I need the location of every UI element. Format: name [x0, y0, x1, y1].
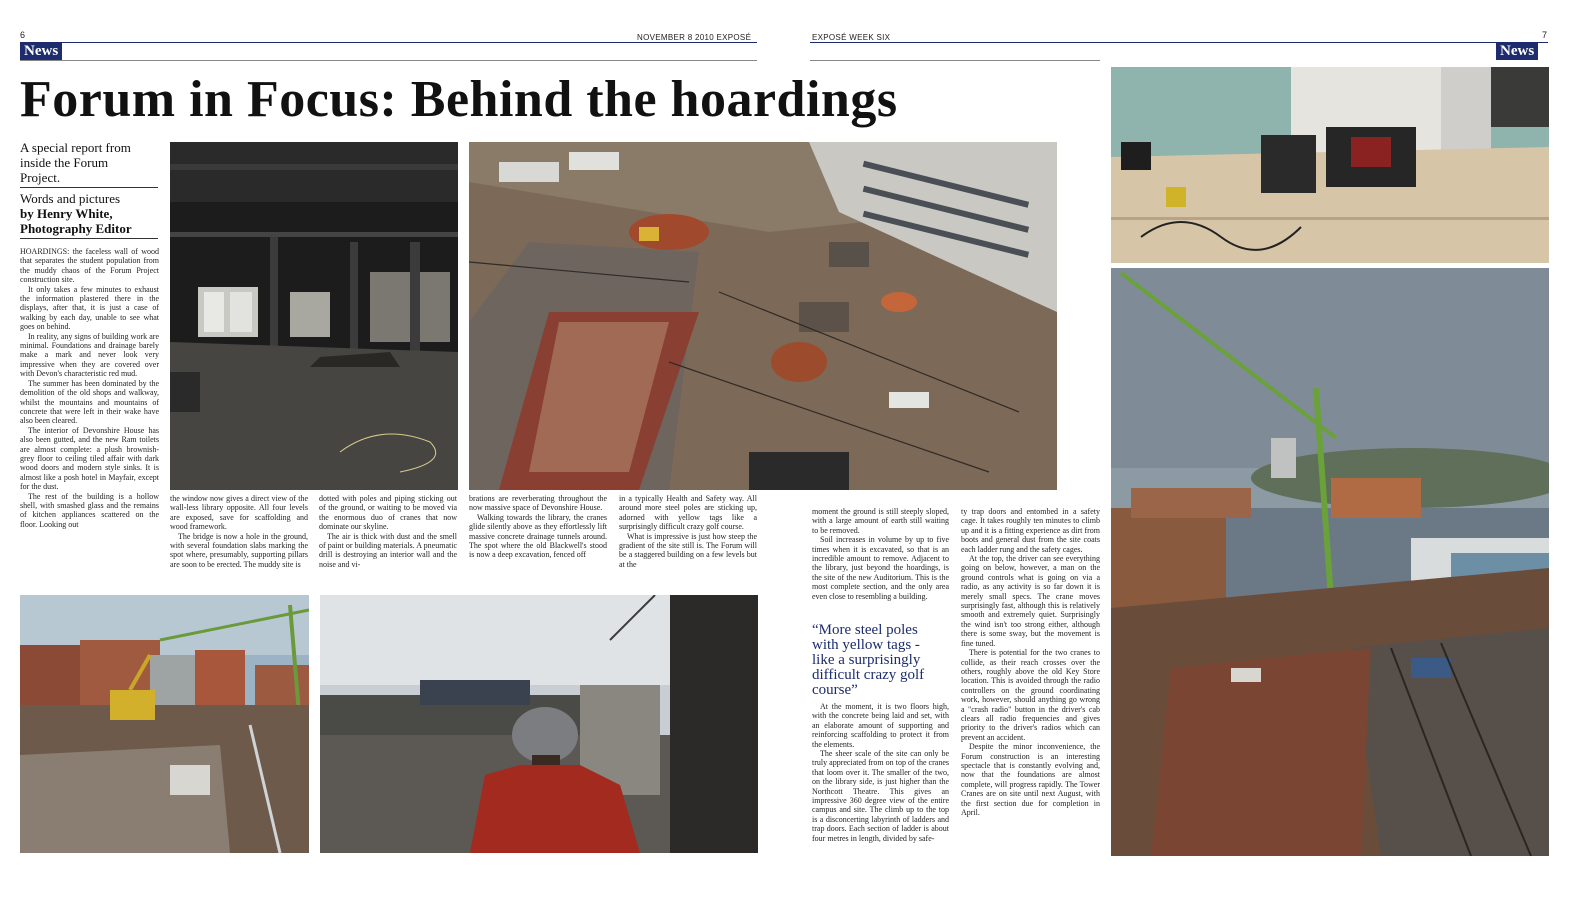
dek-divider: [20, 187, 158, 188]
article-column-6b: [812, 702, 949, 864]
header-rule-left: [20, 42, 757, 43]
paragraph: HOARDINGS: the faceless wall of wood that separates the student population from the muddy chaos of the Forum Project construction site.: [20, 247, 159, 285]
paragraph: dotted with poles and piping sticking out of the ground, or waiting to be moved via the enormous duo of cranes that now dominate our skyline.: [319, 494, 457, 532]
byline-author: by Henry White,: [20, 206, 113, 221]
paragraph: moment the ground is still steeply sloped, with a large amount of earth still waiting to be removed.: [812, 507, 949, 535]
article-column-1: [20, 247, 159, 580]
pull-quote-line: course”: [812, 682, 858, 698]
running-head-right: EXPOSÉ WEEK SIX: [812, 33, 891, 42]
pull-quote-line: “More steel poles: [812, 622, 918, 638]
photo-tower-crane-site: [1111, 268, 1549, 856]
paragraph: Soil increases in volume by up to five times when it is excavated, so that is an incredible amount to remove. Adjacent to the library, just beyond the hoardings, is the site of the new Auditorium. This is the most complete section, and the only area even close to resembling a building.: [812, 535, 949, 601]
article-column-7: [961, 507, 1100, 864]
pull-quote-line: with yellow tags -: [812, 637, 920, 653]
article-column-2: [170, 494, 308, 584]
paragraph: The rest of the building is a hollow shell, with smashed glass and the remains of kitchen appliances scattered on the floor. Looking out: [20, 491, 159, 529]
paragraph: At the moment, it is two floors high, with the concrete being laid and set, with an elaborate amount of supporting and reinforcing scaffolding to protect it from the elements.: [812, 702, 949, 749]
paragraph: in a typically Health and Safety way. All around more steel poles are sticking up, adorned with yellow tags like a surprisingly difficult crazy golf course.: [619, 494, 757, 532]
paragraph: The interior of Devonshire House has also been gutted, and the new Ram toilets are almost complete: a plush brownish-grey floor to ceiling tiled affair with dark wood doors and modern style sinks. It is almost like a posh hotel in Mayfair, except for the dust.: [20, 425, 159, 492]
article-column-4: [469, 494, 607, 584]
photo-interior-devonshire-house: [170, 142, 458, 490]
paragraph: What is impressive is just how steep the gradient of the site still is. The Forum will be a staggered building on a few levels but at the: [619, 531, 757, 569]
dek: [20, 140, 160, 185]
photo-tool-bags: [1111, 67, 1549, 263]
header-subrule-left: [20, 60, 757, 61]
pull-quote: [812, 623, 952, 698]
paragraph: The air is thick with dust and the smell of paint or building materials. A pneumatic drill is destroying an interior wall and the noise and vi-: [319, 531, 457, 569]
page-number-left: 6: [20, 30, 26, 40]
dek-line: Project.: [20, 170, 61, 185]
paragraph: Despite the minor inconvenience, the Forum construction is an interesting spectacle that is constantly evolving and, now that the foundations are almost complete, will progress rapidly. The Tower Cranes are on site until next August, with the first section due for completion in April.: [961, 742, 1100, 817]
byline-divider: [20, 238, 158, 239]
headline: Forum in Focus: Behind the hoardings: [20, 71, 898, 128]
paragraph: ty trap doors and entombed in a safety cage. It takes roughly ten minutes to climb up and it is a fitting experience as dirt from boots and general dust from the site coats each ladder rung and the safety cages.: [961, 507, 1100, 554]
pull-quote-line: like a surprisingly: [812, 652, 921, 668]
section-badge-left: News: [20, 43, 62, 60]
photo-aerial-construction-site: [469, 142, 1057, 490]
pull-quote-line: difficult crazy golf: [812, 667, 925, 683]
dek-line: inside the Forum: [20, 155, 109, 170]
section-badge-right: News: [1496, 43, 1538, 60]
paragraph: In reality, any signs of building work are minimal. Foundations and drainage barely make a mark and never look very impressive when they are covered over with Devon's characteristic red mud.: [20, 331, 159, 379]
article-column-3: [319, 494, 457, 584]
byline-role: Photography Editor: [20, 221, 132, 236]
paragraph: It only takes a few minutes to exhaust the information plastered there in the displays, after that, it is just a case of walking by each day, unable to see what goes on behind.: [20, 284, 159, 332]
paragraph: Walking towards the library, the cranes glide silently above as they effortlessly lift massive concrete drainage tunnels around. The spot where the old Blackwell's stood is now a deep excavation, fenced off: [469, 512, 607, 560]
page-number-right: 7: [1542, 30, 1548, 40]
header-subrule-right: [810, 60, 1100, 61]
paragraph: The bridge is now a hole in the ground, with several foundation slabs marking the spot where, presumably, supporting pillars are soon to be erected. The muddy site is: [170, 531, 308, 569]
paragraph: the window now gives a direct view of the wall-less library opposite. All four levels are exposed, save for scaffolding and wood framework.: [170, 494, 308, 532]
paragraph: The sheer scale of the site can only be truly appreciated from on top of the cranes that loom over it. The smaller of the two, on the library side, is just higher than the Northcott Theatre. This gives an impressive 360 degree view of the entire campus and site. The climb up to the top is a disconcerting labyrinth of ladders and trap doors. Each section of ladder is about four metres in length, divided by safe-: [812, 749, 949, 843]
photo-worker-hard-hat: [320, 595, 758, 853]
dek-line: A special report from: [20, 140, 131, 155]
running-head-left: NOVEMBER 8 2010 EXPOSÉ: [637, 33, 752, 42]
byline: [20, 191, 165, 236]
paragraph: brations are reverberating throughout the now massive space of Devonshire House.: [469, 494, 607, 513]
paragraph: At the top, the driver can see everything going on below, however, a man on the ground controls what is going on via a radio, as any activity is so far down it is merely small specs. The crane moves surprisingly fast, although this is relatively smooth and extremely quiet. Surprisingly the wind isn't too strong either, although there is some sway, but the movement is fine tuned.: [961, 554, 1100, 648]
article-column-6a: [812, 507, 949, 611]
header-rule-right: [810, 42, 1548, 43]
byline-line: Words and pictures: [20, 191, 121, 206]
article-column-5: [619, 494, 757, 584]
paragraph: There is potential for the two cranes to collide, as their reach crosses over the others, roughly above the old Key Store location. This is avoided through the radio controllers on the ground coordinating work, however, should anything go wrong a "crash radio" button in the driver's cab clears all radio frequencies and gives priority to the driver's radios which can prevent an accident.: [961, 648, 1100, 742]
paragraph: The summer has been dominated by the demolition of the old shops and walkway, whilst the mountains and mountains of concrete that were left in their wake have also been cleared.: [20, 378, 159, 426]
photo-excavator-crane: [20, 595, 309, 853]
